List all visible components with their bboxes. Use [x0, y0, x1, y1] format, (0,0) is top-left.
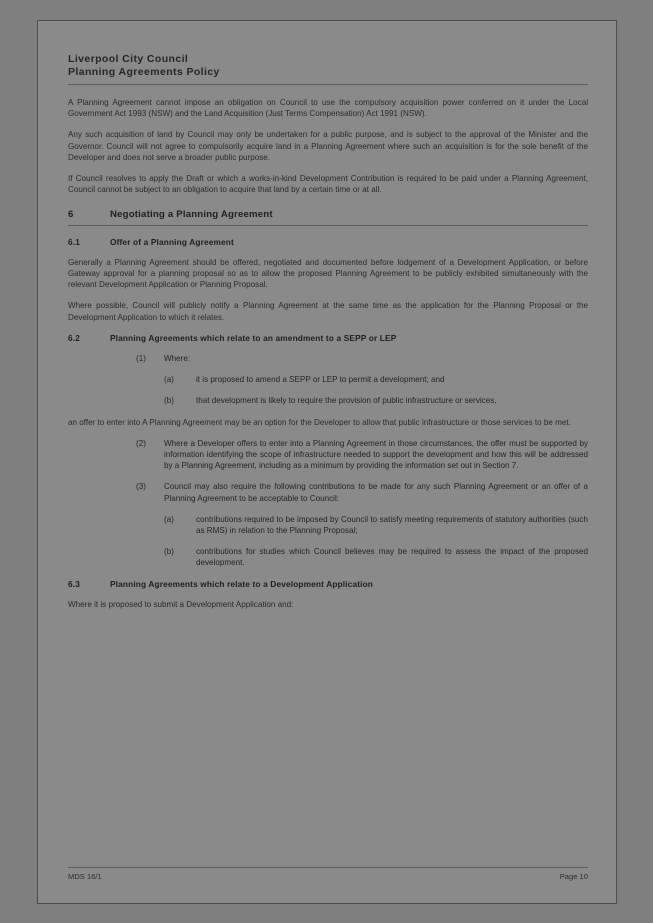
subsection-title-6-3: Planning Agreements which relate to a Development Application — [110, 578, 374, 589]
list-item — [136, 353, 588, 364]
section-number-6: 6 — [68, 209, 74, 221]
paragraph-6-1-2: Where possible, Council will publicly notify a Planning Agreement at the same time as the application for the Planning Proposal or the Development Application to which it relates. — [68, 301, 588, 322]
footer-divider — [68, 867, 588, 868]
list-text: Council may also require the following contributions to be made for any such Planning Agreement or an offer of a Planning Agreement to be acceptable to Council: — [164, 482, 588, 503]
list-text: Where: — [164, 354, 191, 364]
paragraph-6-2-1-trailing: an offer to enter into A Planning Agreement may be an option for the Developer to allow that public infrastructure or those services to be met. — [68, 417, 571, 427]
subsection-title-6-2: Planning Agreements which relate to an amendment to a SEPP or LEP — [110, 332, 397, 343]
section-divider — [68, 225, 588, 226]
subsection-number-6-3: 6.3 — [68, 578, 80, 589]
list-item — [164, 374, 588, 385]
document-page — [37, 20, 617, 904]
list-item — [164, 546, 588, 568]
footer-reference: MDS 16/1 — [68, 872, 102, 881]
list-marker: (2) — [136, 438, 146, 448]
list-item — [136, 481, 588, 503]
list-item — [136, 438, 588, 472]
list-marker: (b) — [164, 547, 174, 557]
subsection-number-6-1: 6.1 — [68, 236, 80, 247]
list-marker: (a) — [164, 514, 174, 524]
list-text: contributions for studies which Council believes may be required to assess the impact of the proposed development. — [196, 547, 588, 568]
paragraph-6-1-1: Generally a Planning Agreement should be offered, negotiated and documented before lodgement of a Development Application, or before Gateway approval for a planning proposal so as to allow the proposed Planning Agreement to be publicly exhibited simultaneously with the relevant Development Application or Planning Proposal. — [68, 257, 588, 290]
subsection-heading-6-2 — [68, 333, 588, 344]
document-header — [68, 53, 588, 79]
page-content — [68, 53, 588, 883]
list-text: contributions required to be imposed by Council to satisfy meeting requirements of statutory authorities (such as RMS) in relation to the Planning Proposal; — [196, 514, 588, 536]
page-footer — [68, 867, 588, 881]
intro-paragraph-2: Any such acquisition of land by Council may only be undertaken for a public purpose, and is subject to the approval of the Minister and the Governor. Council will not agree to compulsorily acquire land in a Planning Agreement where such an acquisition is for the sole benefit of the Developer and does not serve a broader public purpose. — [68, 130, 588, 162]
subsection-number-6-2: 6.2 — [68, 332, 80, 343]
paragraph-6-3-1: Where it is proposed to submit a Development Application and: — [68, 599, 294, 609]
list-marker: (a) — [164, 375, 174, 385]
intro-paragraph-1: A Planning Agreement cannot impose an obligation on Council to use the compulsory acquisition power conferred on it under the Local Government Act 1993 (NSW) and the Land Acquisition (Just Terms Compensation) Act 1991 (NSW). — [68, 98, 588, 119]
list-text: Where a Developer offers to enter into a Planning Agreement in those circumstances, the offer must be supported by information identifying the scope of infrastructure needed to support the development and how this will be addressed by a Planning Agreement, including as a minimum by providing the information set out in Section 7. — [164, 438, 588, 471]
document-body — [68, 97, 588, 610]
subsection-heading-6-3 — [68, 579, 588, 590]
header-divider — [68, 84, 588, 85]
list-marker: (1) — [136, 354, 146, 364]
footer-page-number: Page 10 — [559, 872, 588, 881]
subsection-heading-6-1 — [68, 237, 588, 248]
section-heading-6 — [68, 209, 588, 220]
subsection-title-6-1: Offer of a Planning Agreement — [110, 236, 234, 247]
list-marker: (3) — [136, 482, 146, 492]
intro-paragraph-3: If Council resolves to apply the Draft or which a works-in-kind Development Contribution is required to be paid under a Planning Agreement, Council cannot be subject to an obligation to acquire that land by a certain time or at all. — [68, 174, 588, 195]
header-line-policy: Planning Agreements Policy — [68, 66, 220, 78]
list-item — [164, 395, 588, 406]
list-text: it is proposed to amend a SEPP or LEP to permit a development; and — [196, 375, 445, 385]
list-item — [164, 514, 588, 536]
header-line-council: Liverpool City Council — [68, 53, 189, 65]
section-title-6: Negotiating a Planning Agreement — [110, 209, 273, 221]
list-text: that development is likely to require the provision of public infrastructure or services, — [196, 396, 497, 406]
list-marker: (b) — [164, 396, 174, 406]
